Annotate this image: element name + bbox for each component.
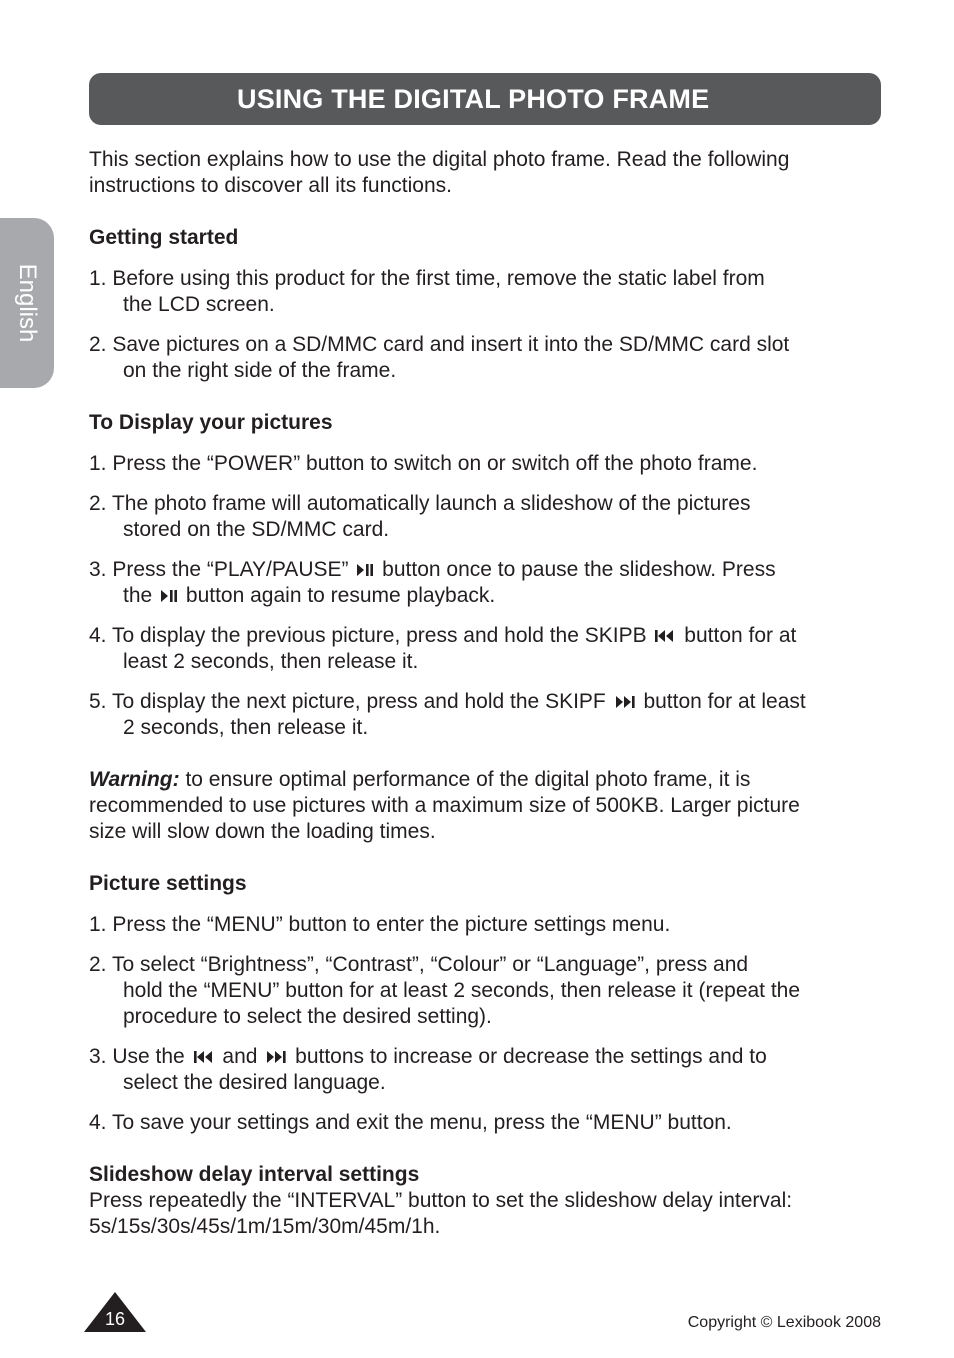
picture-settings-heading: Picture settings [89,872,247,895]
list-item-line: 2. To select “Brightness”, “Contrast”, “Colour” or “Language”, press and [89,953,749,976]
list-item [89,451,884,477]
intro-paragraph [89,147,884,199]
page-number-badge [84,1292,146,1332]
intro-line: instructions to discover all its functions. [89,174,452,197]
list-item-line: 2. Save pictures on a SD/MMC card and insert it into the SD/MMC card slot [89,333,790,356]
list-item [89,557,884,609]
language-tab-label: English [14,263,41,343]
display-pictures-heading: To Display your pictures [89,411,333,434]
list-item [89,912,884,938]
list-item [89,266,884,318]
text-fragment: to ensure optimal performance of the digital photo frame, it is [179,768,751,791]
text-fragment: button for at [684,624,797,647]
text-fragment: button for at least [643,690,806,713]
list-item [89,689,884,741]
skip-forward-icon [265,1049,287,1065]
text-fragment: 4. To display the previous picture, press and hold the SKIPB [89,624,647,647]
interval-line: Press repeatedly the “INTERVAL” button to set the slideshow delay interval: [89,1189,793,1212]
list-item-line: 1. Before using this product for the first time, remove the static label from [89,267,765,290]
list-item-line: 4. To save your settings and exit the menu, press the “MENU” button. [89,1111,732,1134]
interval-settings-heading: Slideshow delay interval settings [89,1163,420,1186]
text-fragment: 3. Press the “PLAY/PAUSE” [89,558,355,581]
section-title-bar [89,73,881,125]
warning-line: size will slow down the loading times. [89,820,436,843]
list-item-line: least 2 seconds, then release it. [123,650,419,673]
text-fragment: buttons to increase or decrease the settings and to [295,1045,767,1068]
text-fragment: the [123,584,153,607]
list-item [89,1044,884,1096]
skip-back-icon [193,1049,215,1065]
list-item [89,332,884,384]
warning-line: recommended to use pictures with a maximum size of 500KB. Larger picture [89,794,800,817]
warning-paragraph [89,767,884,845]
list-item-line: the LCD screen. [123,293,275,316]
list-item-line [89,689,884,715]
text-fragment: 5. To display the next picture, press and hold the SKIPF [89,690,606,713]
list-item-line: on the right side of the frame. [123,359,397,382]
interval-paragraph [89,1188,884,1240]
text-fragment: and [222,1045,258,1068]
list-item-line: 1. Press the “POWER” button to switch on or switch off the photo frame. [89,452,758,475]
play-pause-icon [160,588,178,604]
list-item [89,1110,884,1136]
interval-line: 5s/15s/30s/45s/1m/15m/30m/45m/1h. [89,1215,441,1238]
list-item-line: 1. Press the “MENU” button to enter the picture settings menu. [89,913,671,936]
list-item [89,952,884,1030]
list-item-line: select the desired language. [123,1071,386,1094]
page-title: USING THE DIGITAL PHOTO FRAME [237,83,710,114]
list-item-line: 2. The photo frame will automatically launch a slideshow of the pictures [89,492,751,515]
text-fragment: button once to pause the slideshow. Press [382,558,776,581]
skip-back-icon [654,628,676,644]
list-item-line [89,583,884,609]
language-side-tab [0,218,54,388]
list-item [89,491,884,543]
list-item-line: hold the “MENU” button for at least 2 seconds, then release it (repeat the [123,979,801,1002]
getting-started-heading: Getting started [89,226,239,249]
warning-line [89,767,884,793]
play-pause-icon [356,562,374,578]
intro-line: This section explains how to use the digital photo frame. Read the following [89,148,790,171]
page-number: 16 [104,1309,126,1329]
text-fragment: button again to resume playback. [185,584,496,607]
copyright-notice: Copyright © Lexibook 2008 [687,1314,881,1331]
list-item-line [89,557,884,583]
skip-forward-icon [614,694,636,710]
list-item-line: 2 seconds, then release it. [123,716,369,739]
list-item [89,623,884,675]
warning-label: Warning: [89,768,180,791]
page-content [89,147,884,1240]
list-item-line: procedure to select the desired setting). [123,1005,492,1028]
list-item-line [89,623,884,649]
list-item-line [89,1044,884,1070]
text-fragment: 3. Use the [89,1045,185,1068]
list-item-line: stored on the SD/MMC card. [123,518,390,541]
